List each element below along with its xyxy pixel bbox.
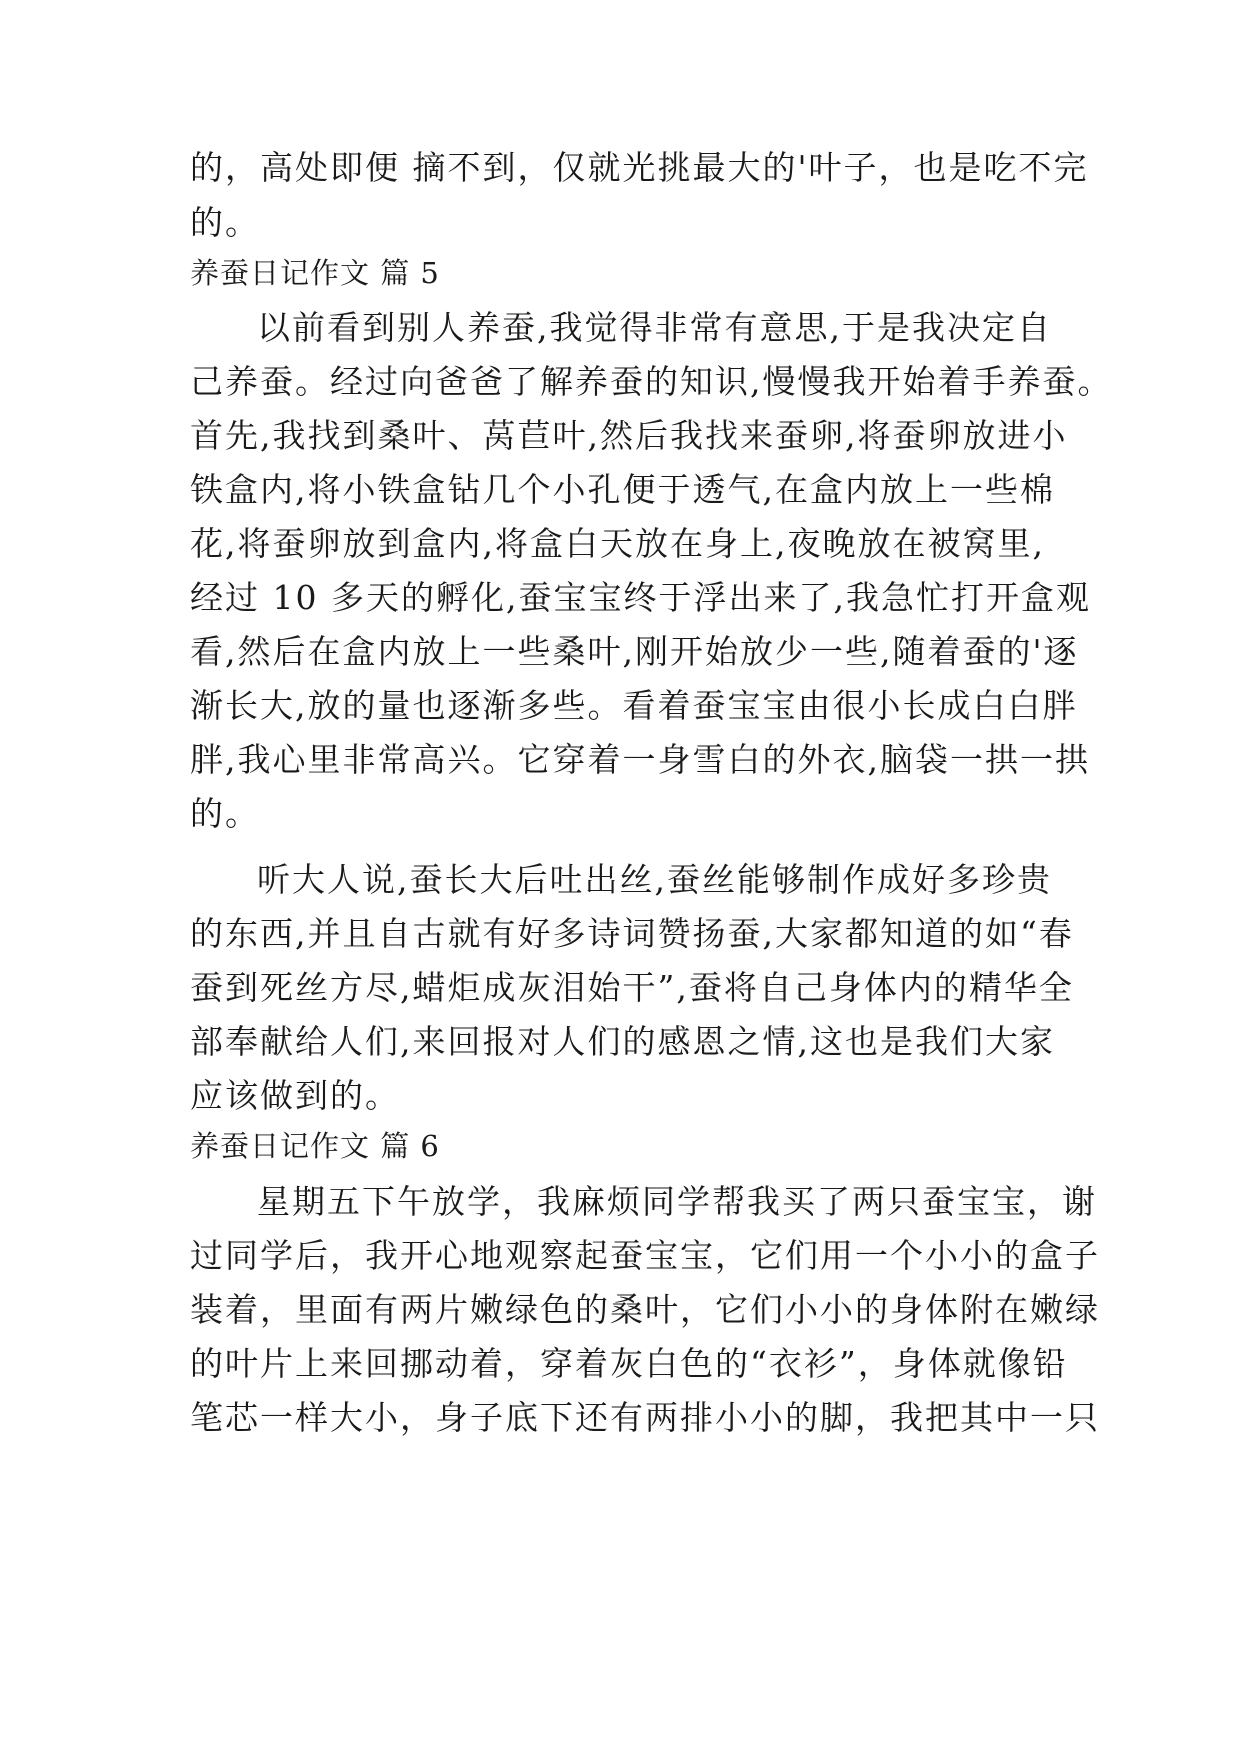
text-line: 渐长大,放的量也逐渐多些。看着蚕宝宝由很小长成白白胖 <box>190 686 1078 725</box>
section-heading-6: 养蚕日记作文 篇 6 <box>190 1129 440 1163</box>
section-heading-5: 养蚕日记作文 篇 5 <box>190 256 440 290</box>
text-line: 的。 <box>190 203 260 242</box>
text-line: 经过 10 多天的孵化,蚕宝宝终于浮出来了,我急忙打开盒观 <box>190 578 1091 617</box>
text-line: 过同学后，我开心地观察起蚕宝宝，它们用一个小小的盒子 <box>190 1236 1100 1275</box>
text-line: 花,将蚕卵放到盒内,将盒白天放在身上,夜晚放在被窝里, <box>190 524 1045 563</box>
text-line: 首先,我找到桑叶、莴苣叶,然后我找来蚕卵,将蚕卵放进小 <box>190 416 1068 455</box>
text-line: 以前看到别人养蚕,我觉得非常有意思,于是我决定自 <box>257 308 1052 347</box>
text-line: 己养蚕。经过向爸爸了解养蚕的知识,慢慢我开始着手养蚕。 <box>190 362 1113 401</box>
text-line: 的。 <box>190 794 260 833</box>
text-line: 听大人说,蚕长大后吐出丝,蚕丝能够制作成好多珍贵 <box>257 860 1052 899</box>
text-line: 笔芯一样大小，身子底下还有两排小小的脚，我把其中一只 <box>190 1398 1100 1437</box>
text-line: 部奉献给人们,来回报对人们的感恩之情,这也是我们大家 <box>190 1022 1055 1061</box>
text-line: 蚕到死丝方尽,蜡炬成灰泪始干”,蚕将自己身体内的精华全 <box>190 968 1074 1007</box>
text-line: 的，高处即便 摘不到，仅就光挑最大的'叶子，也是吃不完 <box>190 148 1089 187</box>
text-line: 的东西,并且自古就有好多诗词赞扬蚕,大家都知道的如“春 <box>190 914 1074 953</box>
text-line: 看,然后在盒内放上一些桑叶,刚开始放少一些,随着蚕的'逐 <box>190 632 1079 671</box>
text-line: 星期五下午放学，我麻烦同学帮我买了两只蚕宝宝，谢 <box>257 1182 1097 1221</box>
text-line: 装着，里面有两片嫩绿色的桑叶，它们小小的身体附在嫩绿 <box>190 1290 1100 1329</box>
text-line: 应该做到的。 <box>190 1076 400 1115</box>
text-line: 胖,我心里非常高兴。它穿着一身雪白的外衣,脑袋一拱一拱 <box>190 740 1090 779</box>
text-line: 铁盒内,将小铁盒钻几个小孔便于透气,在盒内放上一些棉 <box>190 470 1055 509</box>
text-line: 的叶片上来回挪动着，穿着灰白色的“衣衫”，身体就像铅 <box>190 1344 1068 1383</box>
